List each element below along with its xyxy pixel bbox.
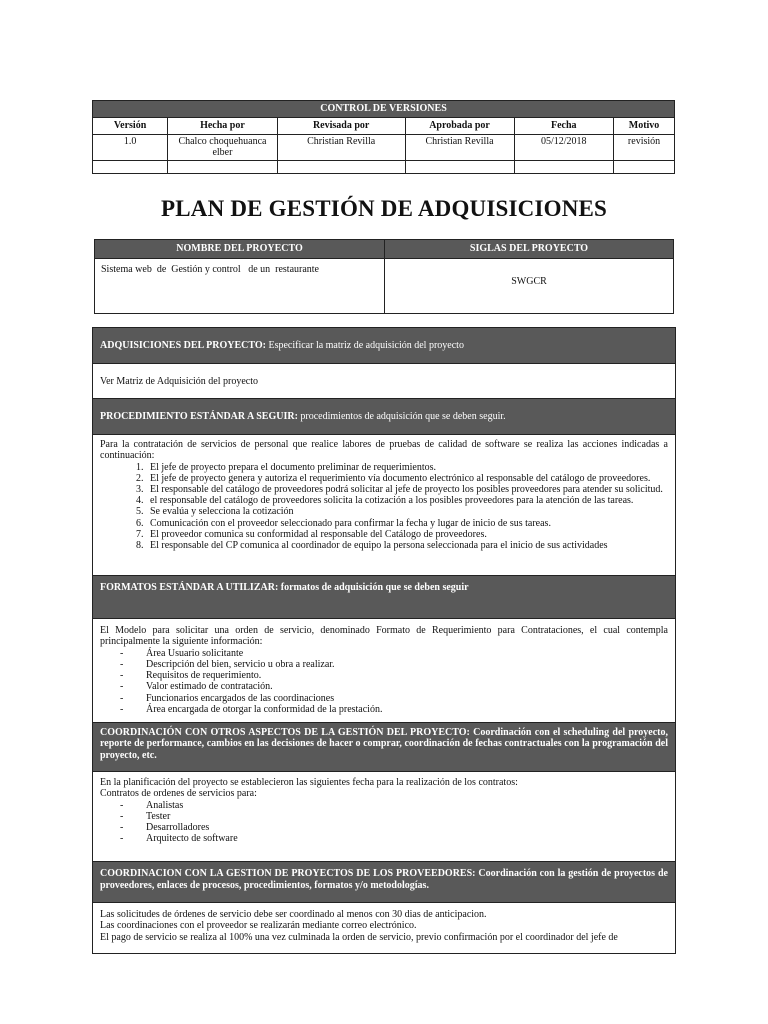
section-header-acquisitions [93, 328, 676, 364]
procurement-table [92, 327, 676, 954]
cell-version: 1.0 [93, 135, 168, 161]
project-acronym: SWGCR [385, 259, 674, 314]
list-item: - Descripción del bien, servicio u obra a realizar. [120, 658, 335, 670]
list-item: - Desarrolladores [120, 822, 210, 834]
section-subtitle: Especificar la matriz de adquisición del proyecto [265, 340, 464, 351]
formats-body [93, 619, 676, 723]
project-name-header: NOMBRE DEL PROYECTO [95, 240, 385, 259]
section-title: FORMATOS ESTÁNDAR A UTILIZAR: formatos de adquisición que se deben seguir [100, 582, 469, 593]
list-item: 5. Se evalúa y selecciona la cotización [146, 506, 668, 517]
list-item: 4. el responsable del catálogo de proveedores solicita la cotización a los posibles proveedores para la atención de las tareas. [146, 495, 668, 506]
project-table [94, 239, 674, 314]
col-date: Fecha [514, 118, 614, 135]
list-item: - Valor estimado de contratación. [120, 681, 273, 693]
coordination-body [93, 772, 676, 862]
version-control-table [92, 100, 675, 174]
list-item: - Área encargada de otorgar la conformidad de la prestación. [120, 704, 383, 716]
list-item: 1. El jefe de proyecto prepara el documento preliminar de requerimientos. [146, 462, 668, 473]
list-item: - Tester [120, 810, 171, 822]
formats-list [100, 648, 668, 716]
section-subtitle: procedimientos de adquisición que se deben seguir. [297, 411, 506, 422]
cell-reviewed-by: Christian Revilla [277, 135, 405, 161]
list-item: 6. Comunicación con el proveedor seleccionado para confirmar la fecha y lugar de inicio de sus tareas. [146, 518, 668, 529]
cell-date: 05/12/2018 [514, 135, 614, 161]
section-header-formats [93, 576, 676, 619]
acquisitions-body: Ver Matriz de Adquisición del proyecto [93, 364, 676, 399]
section-title: COORDINACION CON LA GESTION DE PROYECTOS DE LOS PROVEEDORES: Coordinación con la gestión de proyectos de proveedores, enlaces de procesos, procedimientos, formatos y/o metodologías. [100, 868, 668, 891]
list-item: - Analistas [120, 799, 184, 811]
list-item: 2. El jefe de proyecto genera y autoriza el requerimiento vía documento electrónico al responsable del catálogo de proveedores. [146, 473, 668, 484]
project-acronym-header: SIGLAS DEL PROYECTO [385, 240, 674, 259]
list-item: - Requisitos de requerimiento. [120, 670, 262, 682]
formats-intro: El Modelo para solicitar una orden de servicio, denominado Formato de Requerimiento para Contrataciones, el cual contempla principalmente la siguiente información: [100, 625, 668, 648]
cell-reason: revisión [614, 135, 675, 161]
col-approved-by: Aprobada por [405, 118, 514, 135]
contracts-list [100, 800, 668, 845]
col-made-by: Hecha por [168, 118, 278, 135]
procedure-body [93, 435, 676, 576]
cell-approved-by: Christian Revilla [405, 135, 514, 161]
list-item: - Funcionarios encargados de las coordinaciones [120, 692, 335, 704]
section-title: PROCEDIMIENTO ESTÁNDAR A SEGUIR: [100, 411, 298, 422]
section-title: ADQUISICIONES DEL PROYECTO: [100, 340, 266, 351]
suppliers-line: El pago de servicio se realiza al 100% una vez culminada la orden de servicio, previo confirmación por el coordinador del jefe de [100, 931, 618, 943]
procedure-intro: Para la contratación de servicios de personal que realice labores de pruebas de calidad de software se realiza las acciones indicadas a continuación: [100, 439, 668, 462]
coordination-line: En la planificación del proyecto se establecieron las siguientes fecha para la realización de los contratos: [100, 777, 518, 788]
list-item: 7. El proveedor comunica su conformidad al responsable del Catálogo de proveedores. [146, 529, 668, 540]
version-control-header: CONTROL DE VERSIONES [93, 101, 675, 118]
list-item: - Área Usuario solicitante [120, 647, 244, 659]
suppliers-line: Las solicitudes de órdenes de servicio debe ser coordinado al menos con 30 dias de anticipacion. [100, 909, 487, 920]
col-reason: Motivo [614, 118, 675, 135]
section-title: COORDINACIÓN CON OTROS ASPECTOS DE LA GESTIÓN DEL PROYECTO: Coordinación con el scheduling del proyecto, reporte de performance, cambios en las decisiones de hacer o comprar, coordinación de fechas contractuales con la programación del proyecto, etc. [100, 727, 668, 761]
table-row [93, 135, 675, 161]
col-reviewed-by: Revisada por [277, 118, 405, 135]
suppliers-body [93, 903, 676, 954]
list-item: 8. El responsable del CP comunica al coordinador de equipo la persona seleccionada para el inicio de sus actividades [146, 540, 668, 551]
section-header-procedure [93, 399, 676, 435]
col-version: Versión [93, 118, 168, 135]
cell-made-by: Chalco choquehuanca elber [168, 135, 278, 161]
empty-row [93, 161, 675, 174]
section-header-suppliers [93, 862, 676, 903]
list-item: 3. El responsable del catálogo de proveedores podrá solicitar al jefe de proyecto los posibles proveedores para atender su solicitud. [146, 484, 668, 495]
coordination-line: Contratos de ordenes de servicios para: [100, 788, 257, 800]
section-header-coordination [93, 723, 676, 772]
suppliers-line: Las coordinaciones con el proveedor se realizarán mediante correo electrónico. [100, 920, 417, 932]
document-title: PLAN DE GESTIÓN DE ADQUISICIONES [160, 196, 608, 221]
procedure-list [100, 462, 668, 552]
list-item: - Arquitecto de software [120, 833, 238, 845]
project-name: Sistema web de Gestión y control de un restaurante [95, 259, 385, 314]
